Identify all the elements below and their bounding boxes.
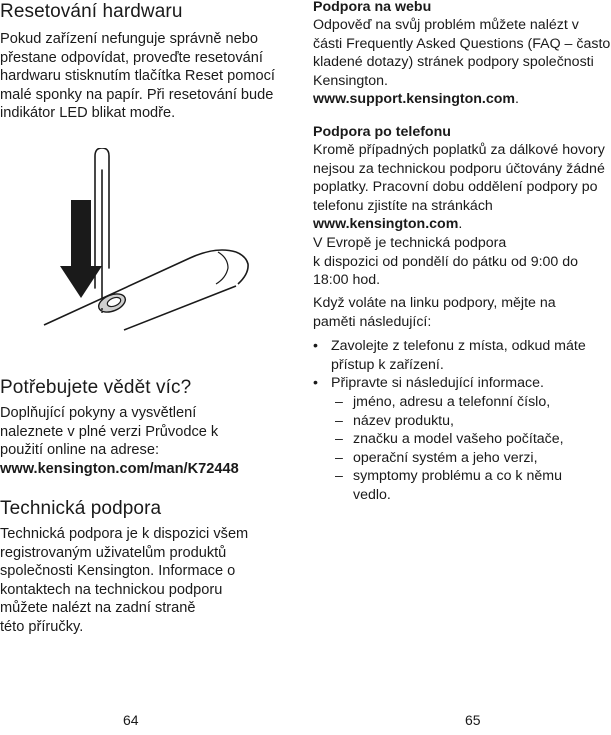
list-item: – název produktu, (313, 412, 573, 431)
list-item: • Připravte si následující informace. (313, 374, 605, 393)
tech-support-body (0, 525, 262, 637)
web-support-body (313, 16, 611, 109)
list-item: – symptomy problému a co k němu vedlo. (313, 467, 573, 504)
phone-support-heading: Podpora po telefonu (313, 124, 451, 140)
page-number-left: 64 (123, 712, 139, 728)
web-support-heading: Podpora na webu (313, 0, 432, 15)
europe-hours-line-1: V Evropě je technická podpora (313, 234, 507, 251)
paperclip-reset-illustration (40, 148, 262, 332)
support-url-suffix: . (515, 91, 519, 108)
manual-url-link[interactable]: www.kensington.com/man/K72448 (0, 461, 239, 477)
support-url-link[interactable]: www.support.kensington.com (313, 91, 516, 108)
kensington-url-link[interactable]: www.kensington.com (313, 216, 459, 233)
kensington-url-suffix: . (458, 216, 463, 233)
list-item: – značku a model vašeho počítače, (313, 430, 573, 449)
list-item: • Zavolejte z telefonu z místa, odkud máte přístup k zařízení. (313, 337, 605, 374)
phone-support-text: Kromě případných poplatků za dálkové hovory nejsou za technickou podporu účtovány žádné poplatky. Pracovní dobu oddělení podpory po telefonu zjistíte na stránkách (313, 142, 605, 214)
call-checklist (313, 337, 605, 393)
web-support-text: Odpověď na svůj problém můžete nalézt v části Frequently Asked Questions (FAQ – často kladené dotazy) stránek podpory společnosti Kensington. (313, 17, 611, 89)
tech-support-body-end: této příručky. (0, 618, 84, 635)
list-item: – jméno, adresu a telefonní číslo, (313, 393, 573, 412)
paperclip-icon (95, 148, 109, 308)
more-info-heading: Potřebujete vědět víc? (0, 377, 192, 398)
reset-heading: Resetování hardwaru (0, 1, 183, 22)
info-checklist (313, 393, 573, 505)
europe-hours-line-2: k dispozici od pondělí do pátku od 9:00 do 18:00 hod. (313, 253, 579, 289)
phone-support-body (313, 141, 611, 290)
tech-support-body-text: Technická podpora je k dispozici všem registrovaným uživatelům produktů společnosti Kensington. Informace o kontaktech na technickou podporu můžete nalézt na zadní straně (0, 526, 249, 617)
call-intro: Když voláte na linku podpory, mějte na paměti následující: (313, 295, 556, 330)
more-info-body: Doplňující pokyny a vysvětlení naleznete v plné verzi Průvodce k použití online na adrese: (0, 405, 219, 459)
list-item: – operační systém a jeho verzi, (313, 449, 573, 468)
tech-support-heading: Technická podpora (0, 498, 162, 519)
page-number-right: 65 (465, 712, 481, 728)
reset-body: Pokud zařízení nefunguje správně nebo přestane odpovídat, proveďte resetování hardwaru stisknutím tlačítka Reset pomocí malé sponky na papír. Při resetování bude indikátor LED blikat modře. (0, 31, 275, 122)
